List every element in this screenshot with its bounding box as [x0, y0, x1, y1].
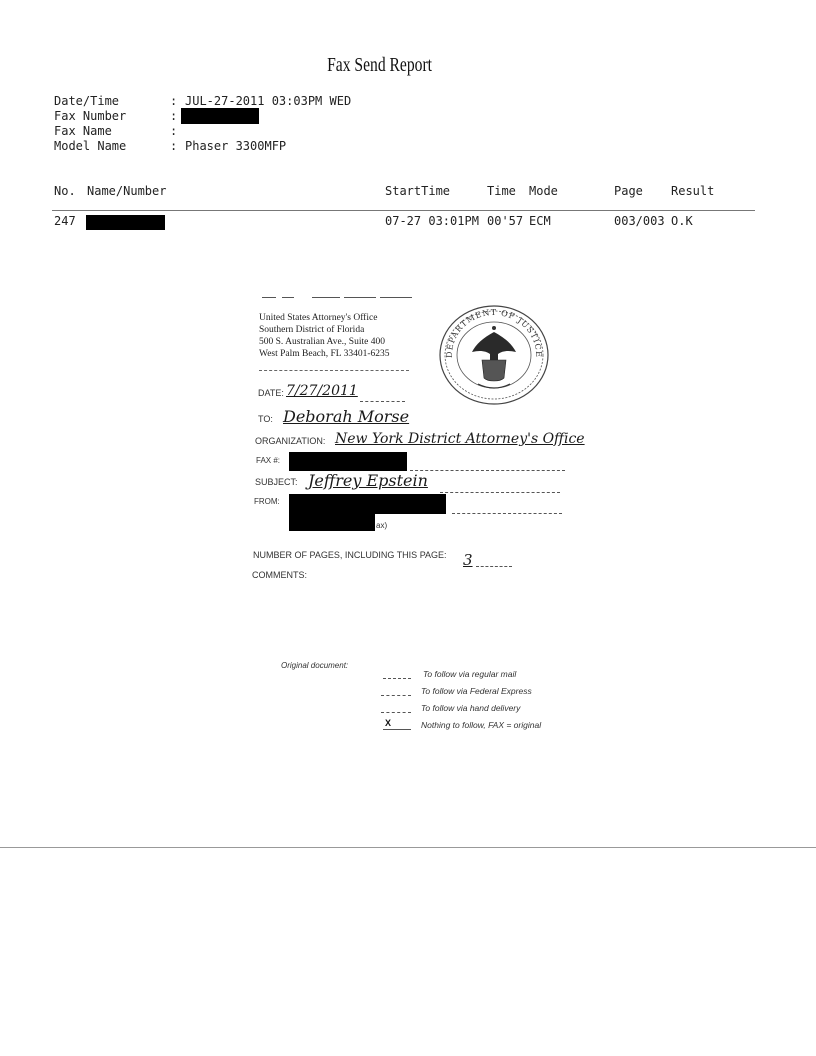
col-page: Page: [614, 184, 643, 198]
subject-line: [440, 492, 560, 493]
date-label: DATE:: [258, 388, 284, 398]
header-divider: [52, 210, 755, 211]
field-colon: :: [170, 109, 178, 123]
row-result: O.K: [671, 214, 693, 228]
redaction-box: [289, 494, 446, 514]
field-value: JUL-27-2011 03:03PM WED: [185, 94, 352, 108]
pages-line: [476, 566, 512, 567]
to-value: Deborah Morse: [283, 407, 410, 426]
redaction-box: [181, 108, 259, 124]
field-colon: :: [170, 94, 178, 108]
from-fragment: ax): [376, 521, 388, 530]
office-line: United States Attorney's Office: [259, 313, 378, 323]
redaction-box: [86, 215, 165, 230]
field-value: Phaser 3300MFP: [185, 139, 287, 153]
row-start: 07-27 03:01PM: [385, 214, 479, 228]
col-time: Time: [487, 184, 516, 198]
svg-text:DEPARTMENT OF JUSTICE: DEPARTMENT OF JUSTICE: [444, 307, 544, 358]
subject-value: Jeffrey Epstein: [308, 471, 428, 490]
field-label: Date/Time: [54, 94, 120, 108]
option-text: To follow via Federal Express: [421, 686, 532, 696]
fax-number-label: FAX #:: [256, 456, 281, 465]
from-label: FROM:: [254, 497, 280, 506]
field-colon: :: [170, 124, 178, 138]
organization-label: ORGANIZATION:: [255, 436, 326, 446]
pages-label: NUMBER OF PAGES, INCLUDING THIS PAGE:: [253, 550, 447, 560]
row-time: 00'57: [487, 214, 524, 228]
subject-label: SUBJECT:: [255, 477, 298, 487]
col-start: StartTime: [385, 184, 451, 198]
redaction-box: [289, 514, 375, 531]
row-mode: ECM: [529, 214, 551, 228]
option-text: Nothing to follow, FAX = original: [421, 720, 542, 730]
doj-seal-icon: [438, 304, 550, 406]
organization-value: New York District Attorney's Office: [335, 431, 585, 447]
col-no: No.: [54, 184, 76, 198]
field-label: Fax Number: [54, 109, 127, 123]
to-label: TO:: [258, 414, 273, 424]
option-text: To follow via regular mail: [423, 669, 517, 679]
row-no: 247: [54, 214, 76, 228]
original-document-label: Original document:: [281, 661, 349, 670]
from-line: [452, 513, 562, 514]
row-page: 003/003: [614, 214, 665, 228]
redaction-box: [289, 452, 407, 471]
office-line: 500 S. Australian Ave., Suite 400: [259, 337, 385, 347]
office-line: West Palm Beach, FL 33401-6235: [259, 349, 390, 359]
office-address: [259, 312, 390, 360]
date-line: [360, 401, 405, 402]
office-line: Southern District of Florida: [259, 325, 365, 335]
col-name: Name/Number: [87, 184, 167, 198]
pages-value: 3: [463, 551, 473, 569]
option-text: To follow via hand delivery: [421, 703, 521, 713]
address-underline: [259, 370, 409, 371]
page-fold-line: [0, 847, 816, 848]
option-mark: X: [385, 718, 392, 728]
col-result: Result: [671, 184, 715, 198]
field-colon: :: [170, 139, 178, 153]
report-title: Fax Send Report: [327, 54, 432, 76]
field-label: Model Name: [54, 139, 127, 153]
comments-label: COMMENTS:: [252, 570, 307, 580]
col-mode: Mode: [529, 184, 558, 198]
fax-number-line: [410, 470, 565, 471]
field-label: Fax Name: [54, 124, 112, 138]
date-value: 7/27/2011: [286, 383, 358, 399]
